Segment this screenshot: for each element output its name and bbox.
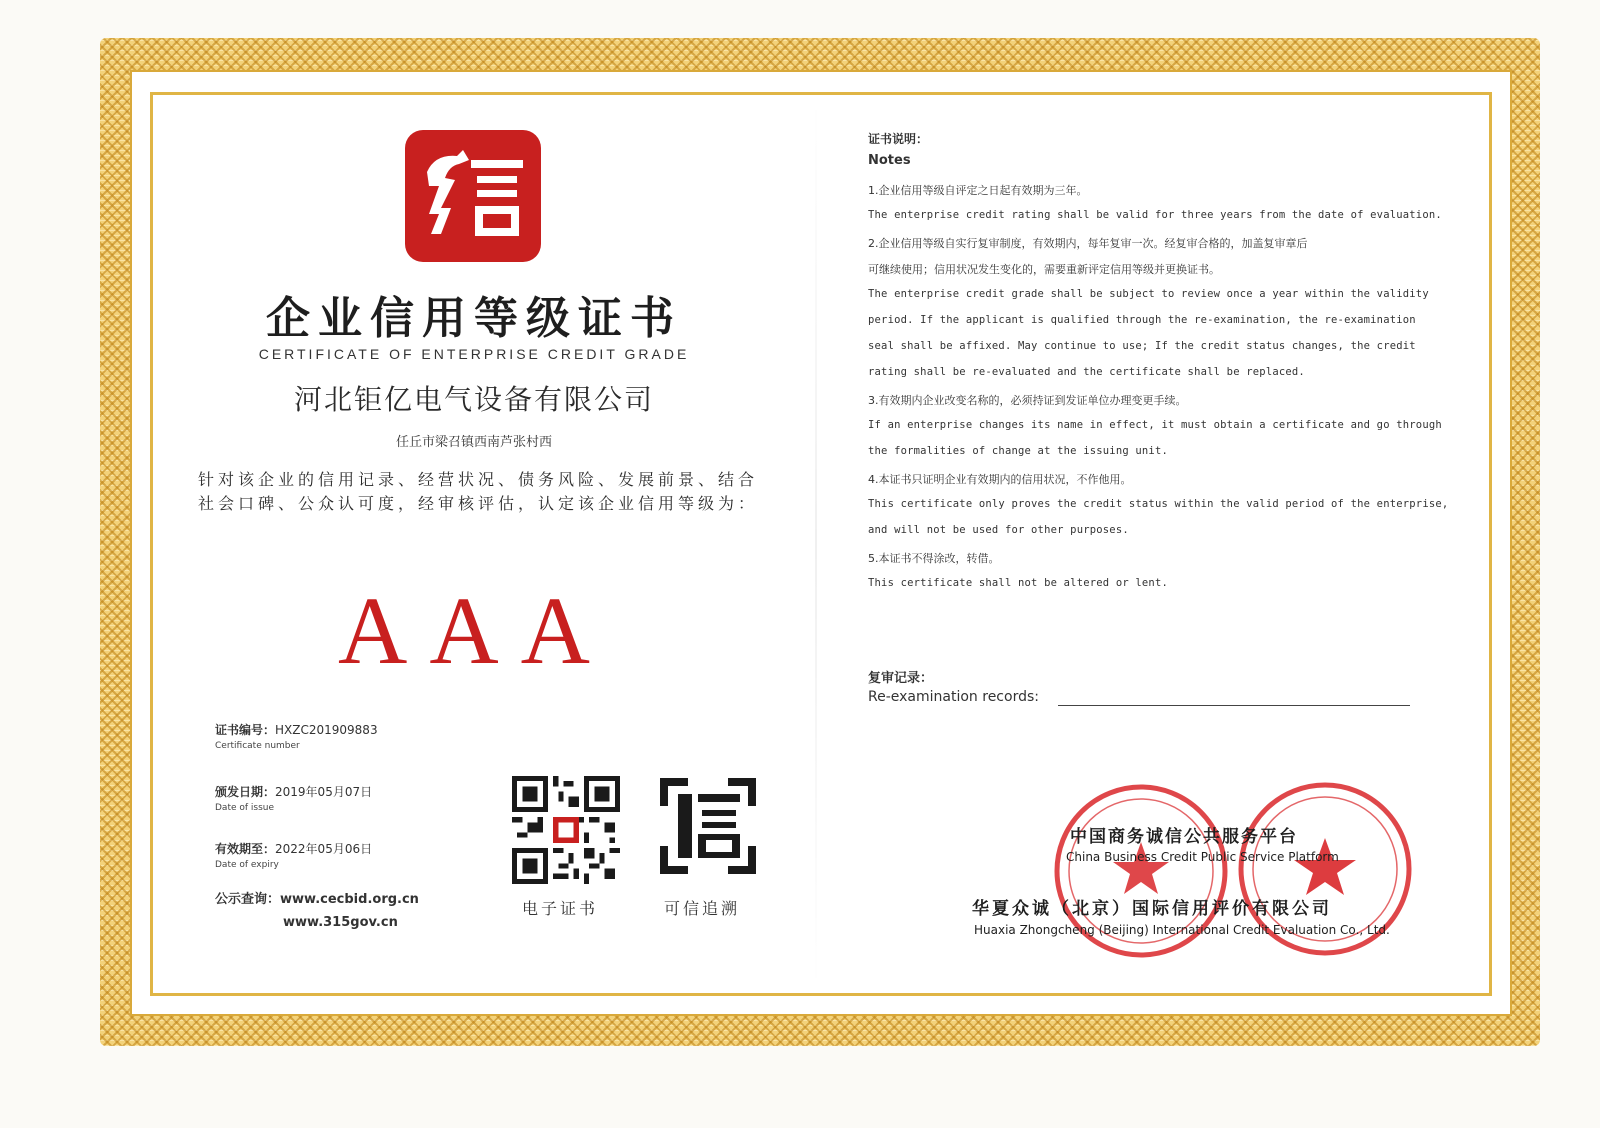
- reexam-signature-line: [1058, 705, 1410, 706]
- issue-date-value: 2019年05月07日: [275, 785, 373, 799]
- lookup-label: 公示查询：: [215, 892, 281, 907]
- notes-line: rating shall be re-evaluated and the certificate shall be replaced.: [868, 366, 1305, 378]
- cert-number-label: 证书编号：: [215, 723, 276, 737]
- expiry-date-block: [215, 838, 372, 870]
- notes-header-en: Notes: [868, 153, 911, 168]
- notes-line: and will not be used for other purposes.: [868, 524, 1129, 536]
- cert-number-value: HXZC201909883: [275, 723, 378, 737]
- lookup-url-2[interactable]: www.315gov.cn: [283, 915, 398, 930]
- notes-line: 1.企业信用等级自评定之日起有效期为三年。: [868, 184, 1088, 197]
- reexam-label-en: Re-examination records:: [868, 689, 1039, 705]
- expiry-date-label-en: Date of expiry: [215, 860, 279, 870]
- reexam-label-cn: 复审记录：: [868, 671, 934, 686]
- issue-date-label-en: Date of issue: [215, 803, 275, 813]
- cert-number-label-en: Certificate number: [215, 741, 300, 751]
- lookup-url-1[interactable]: www.cecbid.org.cn: [280, 892, 419, 907]
- company-name: 河北钜亿电气设备有限公司: [293, 383, 654, 416]
- qr-code-icon[interactable]: [512, 776, 620, 884]
- notes-line: The enterprise credit grade shall be subject to review once a year within the validity: [868, 288, 1429, 300]
- xin-seal-logo-icon: [405, 130, 541, 262]
- lookup-block: [215, 888, 419, 930]
- issue-date-block: [215, 781, 372, 813]
- notes-line: This certificate shall not be altered or lent.: [868, 577, 1168, 589]
- cert-number-block: [215, 719, 378, 751]
- notes-line: 3.有效期内企业改变名称的，必须持证到发证单位办理变更手续。: [868, 394, 1187, 407]
- expiry-date-value: 2022年05月06日: [275, 842, 373, 856]
- fold-line: [815, 95, 817, 993]
- notes-line: This certificate only proves the credit status within the valid period of the enterprise,: [868, 498, 1449, 510]
- notes-line: 4.本证书只证明企业有效期内的信用状况，不作他用。: [868, 473, 1132, 486]
- issuer-platform-en: China Business Credit Public Service Platform: [1066, 850, 1339, 864]
- notes-line: the formalities of change at the issuing unit.: [868, 445, 1168, 457]
- issue-date-label: 颁发日期：: [215, 785, 276, 799]
- notes-line: If an enterprise changes its name in effect, it must obtain a certificate and go through: [868, 419, 1442, 431]
- notes-header-cn: 证书说明：: [868, 132, 929, 146]
- qr-caption: 电子证书: [522, 899, 599, 918]
- notes-line: 5.本证书不得涂改，转借。: [868, 552, 1000, 565]
- certificate-title-cn: 企业信用等级证书: [266, 293, 682, 344]
- notes-line: seal shall be affixed. May continue to use; If the credit status changes, the credit: [868, 340, 1416, 352]
- issuer-company-cn: 华夏众诚（北京）国际信用评价有限公司: [972, 899, 1332, 919]
- issuer-platform-cn: 中国商务诚信公共服务平台: [1070, 827, 1298, 847]
- notes-line: The enterprise credit rating shall be valid for three years from the date of evaluation.: [868, 209, 1442, 221]
- notes-line: period. If the applicant is qualified through the re-examination, the re-examination: [868, 314, 1416, 326]
- credit-grade: AAA: [338, 577, 612, 684]
- notes-line: 可继续使用；信用状况发生变化的，需要重新评定信用等级并更换证书。: [868, 263, 1220, 276]
- expiry-date-label: 有效期至：: [215, 842, 276, 856]
- notes-line: 2.企业信用等级自实行复审制度，有效期内，每年复审一次。经复审合格的，加盖复审章后: [868, 237, 1308, 250]
- issuer-company-en: Huaxia Zhongcheng (Beijing) International Credit Evaluation Co., Ltd.: [974, 923, 1390, 937]
- trace-caption: 可信追溯: [664, 899, 741, 918]
- assessment-text: 针对该企业的信用记录、经营状况、债务风险、发展前景、结合社会口碑、公众认可度，经审核评估，认定该企业信用等级为：: [198, 470, 759, 513]
- credible-trace-icon[interactable]: [658, 776, 758, 876]
- company-address: 任丘市梁召镇西南芦张村西: [395, 435, 552, 450]
- certificate-title-en: CERTIFICATE OF ENTERPRISE CREDIT GRADE: [258, 346, 690, 362]
